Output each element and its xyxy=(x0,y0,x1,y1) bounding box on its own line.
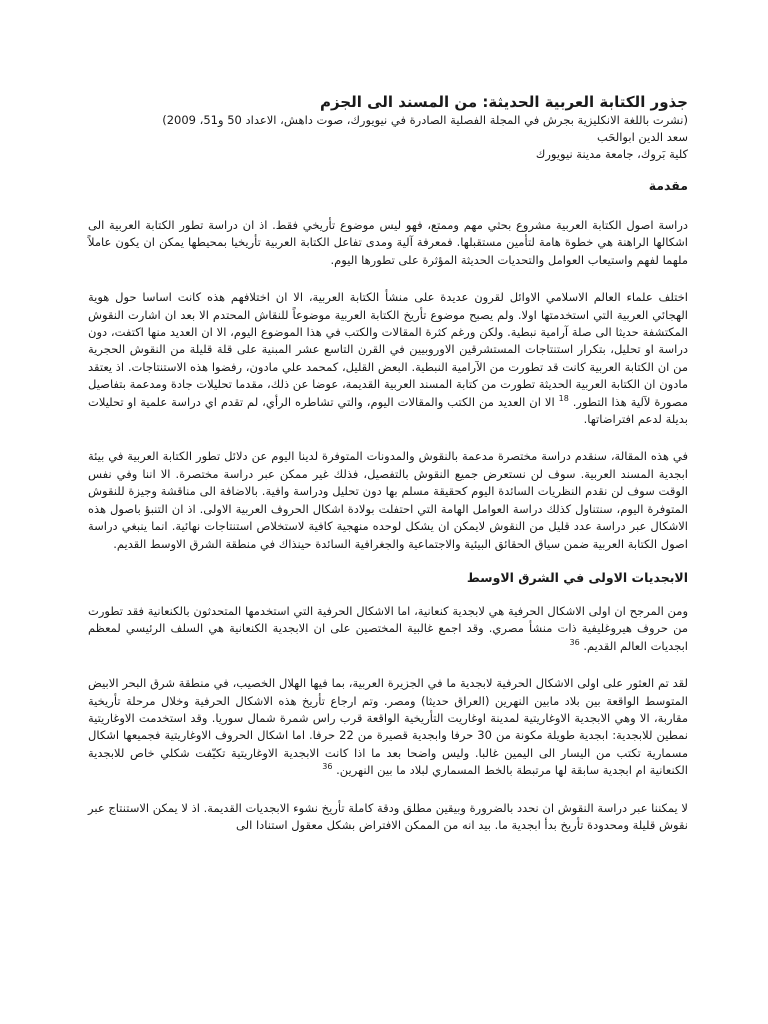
paragraph-text: لا يمكننا عبر دراسة النقوش ان نحدد بالضرورة وبيقين مطلق ودقة كاملة تأريخ نشوء الابجديات القديمة. اذ لا يمكن الاستنتاج عبر نقوش قليلة ومحدودة تأريخ بدأ ابجدية ما. بيد انه من الممكن الافتراض بشكل معقول استنادا الى xyxy=(88,800,688,832)
paragraph xyxy=(88,448,688,552)
paragraph xyxy=(88,800,688,835)
author-affiliation: كلية بَروك، جامعة مدينة نيويورك xyxy=(535,147,688,161)
paragraph xyxy=(88,603,688,655)
section-heading-first-alphabets: الابجديات الاولى في الشرق الاوسط xyxy=(466,569,688,585)
section-heading-introduction: مقدمة xyxy=(648,178,688,193)
paragraph-text: في هذه المقالة، سنقدم دراسة مختصرة مدعمة بالنقوش والمدونات المتوفرة لدينا اليوم عن دلائل تطور الكتابة العربية في بيئة ابجدية المسند العربية. سوف لن نستعرض جميع النقوش بالتفصيل، فذلك غير ممكن عبر دراسة مختصرة. الا اننا وفي نفس الوقت سوف لن نقدم النظريات السائدة اليوم كحقيقة مسلم بها دون تحليل ودراسة وافية. بالاضافة الى مناقشة وجيزة للنقوش المتوفرة اليوم، سنتناول كذلك دراسة العوامل الهامة التي احتفلت بولادة اشكال الحروف العربية الاولى. اذ ان التنبؤ باصول هذه الاشكال عبر دراسة عدد قليل من النقوش لايمكن ان يشكل لوحده منهجية كافية لاستخلاص استنتاجات نهائية. انما ينبغي دراسة اصول الكتابة العربية ضمن سياق الحقائق البيئية والاجتماعية والجغرافية السائدة حينذاك في منطقة الشرق الاوسط القديم. xyxy=(88,449,688,551)
paragraph xyxy=(88,217,688,269)
footnote-ref: 18 xyxy=(558,393,569,403)
paragraph-text: دراسة اصول الكتابة العربية مشروع بحثي مهم وممتع، فهو ليس موضوع تأريخي فقط. اذ ان دراسة تطور الكتابة العربية الى اشكالها الراهنة هي خطوة هامة لتأمين مستقبلها. فمعرفة آلية ومدى تفاعل الكتابة العربية تأريخيا بمحيطها يمكن ان يكون عاملاً ملهما لفهم واستيعاب العوامل والتحديات الحديثة المؤثرة على تطورها اليوم. xyxy=(88,218,688,267)
paragraph-text: اختلف علماء العالم الاسلامي الاوائل لقرون عديدة على منشأ الكتابة العربية، الا ان اختلافهم هذه كانت اساسا حول هوية الهجائي العربية التي استخدمتها اولا. ولم يصبح موضوع تأريخ الكتابة العربية موضوعاً للنقاش المحتدم الا بعد ان اشارت النقوش المكتشفة حديثا الى صلة آرامية نبطية. ولكن ورغم كثرة المقالات والكتب في هذا الموضوع اليوم، الا ان العديد منها اكتفت، دون دراسة او تحليل، بتكرار استنتاجات المستشرقين الاوروبيين في القرن التاسع عشر المبنية على قلة قليلة من النقوش الحجرية من ان الكتابة العربية كانت قد تطورت من الآرامية النبطية. البعض القليل، كمحمد علي مادون، رفضوا هذه الاستنتاجات. اذ يعتقد مادون ان الكتابة العربية الحديثة تطورت من كتابة المسند العربية القديمة، عوضا عن ذلك، مقدما تحليلات جادة ومدعمة بتفاصيل مصورة لآلية هذا التطور. xyxy=(88,290,689,409)
footnote-ref: 36 xyxy=(322,762,333,772)
paragraph-text: الا ان العديد من الكتب والمقالات اليوم، والتي تشاطره الرأي، لم تقدم اي دراسة علمية او تحليلات بديلة لدعم افتراضاتها. xyxy=(88,394,688,427)
document-title: جذور الكتابة العربية الحديثة: من المسند الى الجزم xyxy=(319,93,688,111)
footnote-ref: 36 xyxy=(569,637,580,647)
paragraph xyxy=(88,675,688,779)
publication-note: (نشرت باللغة الانكليزية بجرش في المجلة الفصلية الصادرة في نيويورك، صوت داهش، الاعداد 50 و51، 2009) xyxy=(162,113,688,127)
document-page xyxy=(88,92,688,834)
paragraph-text: لقد تم العثور على اولى الاشكال الحرفية لابجدية ما في الجزيرة العربية، بما فيها الهلال الخصيب، في منطقة شرق البحر الابيض المتوسط الواقعة بين بلاد مابين النهرين (العراق حديثا) ومصر. وتم ارجاع تأريخ هذه الاشكال الحرفية وخلال مرحلة تأريخية مقاربة، الا وهي الابجدية الاوغاريتية لمدينة اوغاريت التأريخية الواقعة قرب راس شمرة شمال سوريا. وقد استخدمت الاوغاريتية نمطين للابجدية: ابجدية طويلة مكونة من 30 حرفا وابجدية قصيرة من 22 حرفا. اما اشكال الحروف الاوغاريتية فجميعها اشكال مسمارية تكتب من اليسار الى اليمين غالبا. وليس واضحا بعد ما اذا كانت الابجدية الاوغاريتية تكيّفت شكلي خاص للابجدية الكنعانية ام ابجدية سابقة لها مرتبطة بالخط المسماري لبلاد ما بين النهرين. xyxy=(88,676,688,778)
author-name: سعد الدين ابوالحَب xyxy=(597,130,688,144)
paragraph xyxy=(88,289,688,428)
paragraph-text: ومن المرجح ان اولى الاشكال الحرفية هي لابجدية كنعانية، اما الاشكال الحرفية التي استخدمها المتحدثون بالكنعانية فقد تطورت من حروف هيروغليفية ذات منشأ مصري. وقد اجمع غالبية المختصين على ان الابجدية الكنعانية هي السلف الرئيسي لمعظم ابجديات العالم القديم. xyxy=(88,603,688,653)
